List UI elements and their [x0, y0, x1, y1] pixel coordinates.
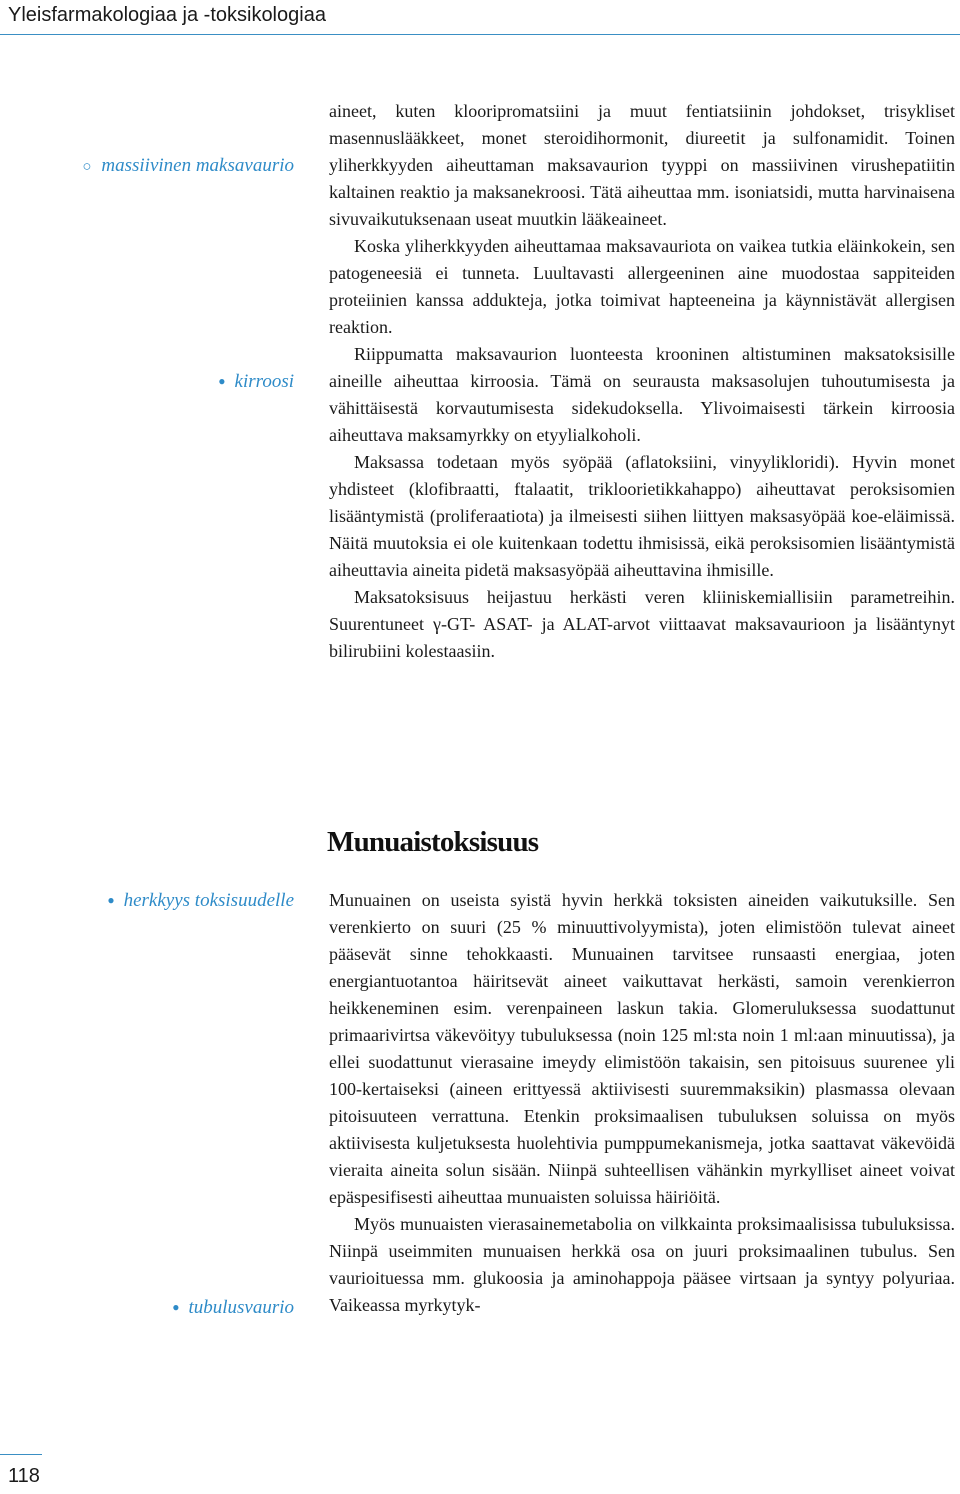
margin-note-tubular-damage: [172, 1297, 294, 1319]
bullet-dot-icon: ●: [172, 1300, 180, 1314]
margin-note-label: kirroosi: [234, 371, 294, 392]
margin-note-cirrhosis: [218, 371, 294, 393]
body-paragraph: Myös munuaisten vierasainemetabolia on vilkkainta proksimaalisissa tubuluksissa. Niinpä useimmiten munuaisen herkkä osa on juuri proksimaalinen tubulus. Sen vaurioituessa mm. glukoosia ja aminohappoja pääsee virtsaan ja syntyy polyuriaa. Vaikeassa myrkytyk-: [329, 1214, 955, 1315]
kidney-toxicity-text: [329, 887, 955, 1319]
margin-note-sensitivity: [107, 890, 294, 912]
body-paragraph: Maksatoksisuus heijastuu herkästi veren kliiniskemiallisiin parametreihin. Suurentuneet γ-GT- ASAT- ja ALAT-arvot viittaavat maksavaurioon ja lisääntynyt bilirubiini kolestaasiin.: [329, 587, 955, 661]
page-number: 118: [8, 1465, 40, 1487]
header-rule: [0, 34, 960, 35]
section-title: Munuaistoksisuus: [327, 826, 539, 858]
running-header: Yleisfarmakologiaa ja -toksikologiaa: [8, 4, 326, 26]
footer-rule: [0, 1454, 42, 1455]
body-paragraph: Koska yliherkkyyden aiheuttamaa maksavauriota on vaikea tutkia eläinkokein, sen patogeneesiä ei tunneta. Luultavasti allergeeninen aine muodostaa sappiteiden proteiinien kanssa addukteja, jotka toimivat hapteeneina ja käynnistävät allergisen reaktion.: [329, 236, 955, 337]
open-circle-bullet-icon: ○: [82, 159, 92, 175]
body-paragraph: Maksassa todetaan myös syöpää (aflatoksiini, vinyylikloridi). Hyvin monet yhdisteet (klofibraatti, ftalaatit, trikloorietikkahappo) aiheuttavat peroksisomien lisääntymistä (proliferaatiota) ja ilmeisesti siihen liittyen maksasyöpää koe-eläimissä. Näitä muutoksia ei ole kuitenkaan todettu ihmisissä, eikä peroksisomien lisääntymistä aiheuttavia aineita pidetä maksasyöpää aiheuttavina ihmisille.: [329, 452, 955, 580]
body-paragraph: Munuainen on useista syistä hyvin herkkä toksisten aineiden vaikutuksille. Sen verenkierto on suuri (25 % minuuttivolyymista), joten elimistöön tulevat aineet pääsevät sinne tehokkaasti. Munuainen tarvitsee runsaasti energiaa, joten energiantuotantoa häiritsevät aineet vaikuttavat herkästi, samoin verenkierron heikkeneminen esim. verenpaineen laskun takia. Glomeruluksessa suodattunut primaarivirtsa väkevöityy tubuluksessa (noin 125 ml:sta noin 1 ml:aan minuutissa), ja ellei suodattunut vierasaine imeydy elimistöön takaisin, sen pitoisuus suurenee yli 100-kertaiseksi (aineen erittyessä aktiivisesti suuremmaksikin) plasmassa olevaan pitoisuuteen verrattuna. Etenkin proksimaalisen tubuluksen soluissa on myös aktiivisesta kuljetuksesta huolehtivia pumppumekanismeja, jotka saattavat väkevöidä vieraita aineita solun sisään. Niinpä suhteellisen vähänkin myrkylliset aineet voivat epäspesifisesti aiheuttaa munuaisten soluissa häiriöitä.: [329, 890, 955, 1207]
bullet-dot-icon: ●: [218, 374, 226, 388]
margin-note-label: herkkyys toksisuudelle: [123, 890, 294, 911]
body-paragraph: aineet, kuten klooripromatsiini ja muut fentiatsiinin johdokset, trisykliset masennuslääkkeet, monet steroidihormonit, diureetit ja sulfonamidit. Toinen yliherkkyyden aiheuttaman maksavaurion tyyppi on massiivinen virushepatiitin kaltainen reaktio ja maksanekroosi. Tätä aiheuttaa mm. isoniatsidi, mutta harvinaisena sivuvaikutuksenaan useat muutkin lääkeaineet.: [329, 101, 955, 229]
bullet-dot-icon: ●: [107, 893, 115, 907]
liver-toxicity-text: [329, 98, 955, 665]
margin-note-massive-liver-damage: [82, 155, 294, 177]
body-paragraph: Riippumatta maksavaurion luonteesta krooninen altistuminen maksatoksisille aineille aiheuttaa kirroosia. Tämä on seurausta maksasolujen tuhoutumisesta ja vähittäisestä korvautumisesta sidekudoksella. Ylivoimaisesti tärkein kirroosia aiheuttava maksamyrkky on etyylialkoholi.: [329, 344, 955, 445]
margin-note-label: massiivinen maksavaurio: [101, 155, 294, 176]
margin-note-label: tubulusvaurio: [188, 1297, 294, 1318]
